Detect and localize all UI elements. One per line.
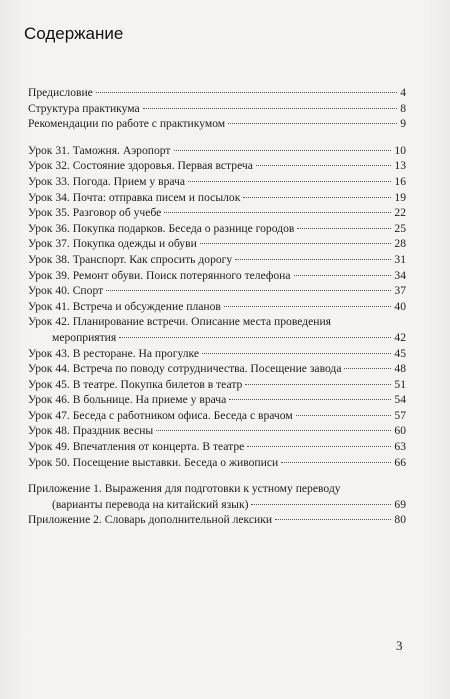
dot-leader xyxy=(245,384,391,385)
toc-entry-title: Рекомендации по работе с практикумом xyxy=(28,117,226,131)
toc-entry-title: Урок 44. Встреча по поводу сотрудничества. Посещение завода xyxy=(28,362,342,376)
dot-leader xyxy=(96,92,397,93)
dot-leader xyxy=(256,165,392,166)
toc-entry xyxy=(28,221,406,237)
toc-entry-title: Предисловие xyxy=(28,86,93,99)
toc-entry-page: 60 xyxy=(394,424,406,438)
toc-entry-title: Урок 36. Покупка подарков. Беседа о разнице городов xyxy=(28,221,295,235)
toc-entry-page: 8 xyxy=(400,101,406,115)
toc-entry xyxy=(28,190,406,206)
toc-entry xyxy=(28,408,406,424)
dot-leader xyxy=(156,430,391,431)
toc-entry-page: 51 xyxy=(394,377,406,391)
toc-entry-page: 57 xyxy=(394,408,406,422)
dot-leader xyxy=(296,415,392,416)
toc-entry-page: 37 xyxy=(394,284,406,298)
toc-entry xyxy=(28,346,406,362)
toc-entry-page: 45 xyxy=(394,346,406,360)
toc-entry-title: Урок 32. Состояние здоровья. Первая встреча xyxy=(28,159,253,173)
toc-entry xyxy=(28,205,406,221)
toc-entry xyxy=(28,423,406,439)
toc-entry xyxy=(28,236,406,252)
dot-leader xyxy=(164,212,391,213)
dot-leader xyxy=(243,197,391,198)
toc-entry xyxy=(28,143,406,159)
dot-leader xyxy=(200,243,392,244)
dot-leader xyxy=(275,519,391,520)
toc-entry-title: Урок 40. Спорт xyxy=(28,284,104,298)
page-number: 3 xyxy=(396,638,403,653)
toc-entry xyxy=(28,158,406,174)
toc-appendix-group xyxy=(28,481,406,528)
toc-entry xyxy=(28,299,406,315)
toc-entry-page: 40 xyxy=(394,299,406,313)
toc-entry xyxy=(28,377,406,393)
table-of-contents xyxy=(28,85,406,539)
toc-entry-page: 22 xyxy=(394,206,406,220)
dot-leader xyxy=(106,290,391,291)
toc-entry-title: Приложение 1. Выражения для подготовки к устному переводу xyxy=(28,482,341,496)
toc-entry xyxy=(28,116,406,132)
toc-entry-title: Урок 41. Встреча и обсуждение планов xyxy=(28,299,221,313)
toc-entry xyxy=(28,361,406,377)
toc-entry xyxy=(28,85,406,101)
toc-entry-title: Урок 37. Покупка одежды и обуви xyxy=(28,237,197,251)
toc-intro-group xyxy=(28,85,406,132)
toc-entry-page: 54 xyxy=(394,393,406,407)
toc-entry-title: Урок 35. Разговор об учебе xyxy=(28,206,162,220)
toc-entry xyxy=(28,455,406,471)
dot-leader xyxy=(229,399,391,400)
toc-entry-page: 9 xyxy=(400,117,406,131)
toc-entry-title-cont: мероприятия xyxy=(52,330,117,344)
toc-entry-title: Урок 39. Ремонт обуви. Поиск потерянного телефона xyxy=(28,268,291,282)
toc-entry xyxy=(28,101,406,117)
page-title: Содержание xyxy=(24,24,124,43)
dot-leader xyxy=(297,228,391,229)
toc-entry-title: Урок 49. Впечатления от концерта. В театре xyxy=(28,440,245,454)
dot-leader xyxy=(224,306,392,307)
toc-entry-page: 80 xyxy=(394,513,406,527)
dot-leader xyxy=(188,181,391,182)
toc-entry-title: Урок 31. Таможня. Аэропорт xyxy=(28,143,171,157)
toc-entry-page: 19 xyxy=(394,190,406,204)
toc-entry-page: 63 xyxy=(394,440,406,454)
toc-entry xyxy=(28,392,406,408)
toc-entry-page: 25 xyxy=(394,221,406,235)
toc-entry xyxy=(28,497,406,513)
dot-leader xyxy=(281,462,391,463)
toc-entry-page: 28 xyxy=(394,237,406,251)
toc-entry-title: Урок 33. Погода. Прием у врача xyxy=(28,174,186,188)
toc-entry-title: Урок 38. Транспорт. Как спросить дорогу xyxy=(28,252,233,266)
toc-entry-page: 31 xyxy=(394,252,406,266)
dot-leader xyxy=(202,353,391,354)
dot-leader xyxy=(228,123,397,124)
toc-entry-page: 42 xyxy=(394,330,406,344)
toc-entry-title-cont: (варианты перевода на китайский язык) xyxy=(52,497,249,511)
toc-entry xyxy=(28,252,406,268)
toc-entry-title: Урок 47. Беседа с работником офиса. Беседа с врачом xyxy=(28,408,293,422)
dot-leader xyxy=(294,275,392,276)
toc-entry-page: 10 xyxy=(394,143,406,157)
toc-entry-title: Урок 42. Планирование встречи. Описание места проведения xyxy=(28,315,331,329)
dot-leader xyxy=(344,368,391,369)
toc-entry-title: Урок 45. В театре. Покупка билетов в театр xyxy=(28,377,243,391)
toc-entry-page: 4 xyxy=(400,86,406,99)
dot-leader xyxy=(119,337,391,338)
dot-leader xyxy=(247,446,391,447)
toc-entry xyxy=(28,268,406,284)
toc-entry xyxy=(28,439,406,455)
toc-lessons-group xyxy=(28,143,406,470)
toc-entry xyxy=(28,330,406,346)
toc-entry-title: Урок 48. Праздник весны xyxy=(28,424,154,438)
toc-entry xyxy=(28,512,406,528)
dot-leader xyxy=(251,504,391,505)
toc-entry-title: Урок 43. В ресторане. На прогулке xyxy=(28,346,200,360)
toc-entry xyxy=(28,174,406,190)
toc-entry-page: 48 xyxy=(394,362,406,376)
toc-entry xyxy=(28,283,406,299)
toc-entry-page: 16 xyxy=(394,174,406,188)
dot-leader xyxy=(174,150,392,151)
toc-entry-page: 66 xyxy=(394,455,406,469)
dot-leader xyxy=(235,259,391,260)
toc-entry-title: Структура практикума xyxy=(28,101,140,115)
toc-entry-title: Приложение 2. Словарь дополнительной лексики xyxy=(28,513,273,527)
dot-leader xyxy=(143,108,398,109)
toc-entry-title: Урок 50. Посещение выставки. Беседа о живописи xyxy=(28,455,279,469)
toc-entry-title: Урок 46. В больнице. На приеме у врача xyxy=(28,393,227,407)
toc-entry-page: 69 xyxy=(394,497,406,511)
toc-entry-page: 34 xyxy=(394,268,406,282)
toc-entry-title: Урок 34. Почта: отправка писем и посылок xyxy=(28,190,241,204)
toc-entry-page: 13 xyxy=(394,159,406,173)
